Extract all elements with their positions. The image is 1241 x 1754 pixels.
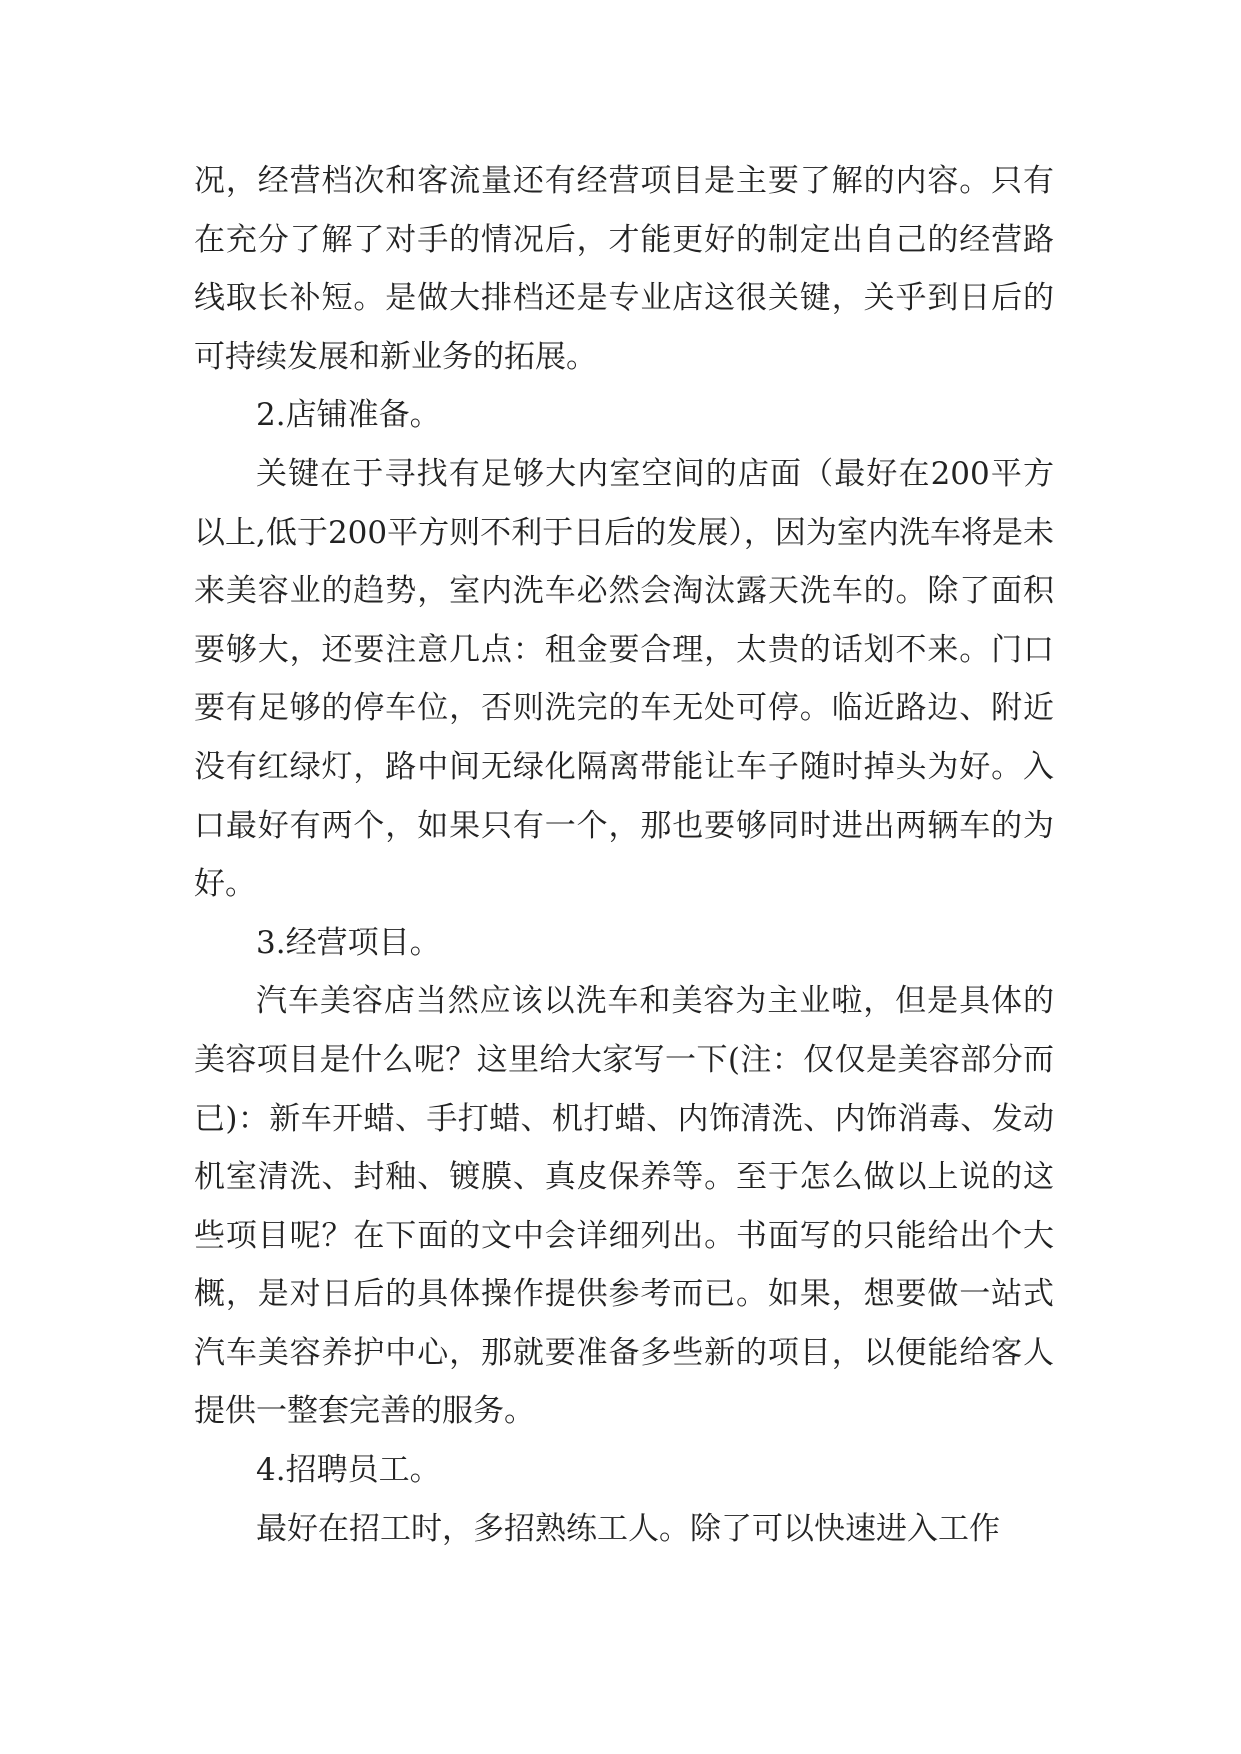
heading-store-preparation: 2.店铺准备。 — [256, 397, 441, 434]
body-text — [194, 152, 1054, 1558]
paragraph-business-items: 汽车美容店当然应该以洗车和美容为主业啦，但是具体的美容项目是什么呢？这里给大家写一下(注：仅仅是美容部分而已)：新车开蜡、手打蜡、机打蜡、内饰清洗、内饰消毒、发动机室清洗、封釉、镀膜、真皮保养等。至于怎么做以上说的这些项目呢？在下面的文中会详细列出。书面写的只能给出个大概，是对日后的具体操作提供参考而已。如果，想要做一站式汽车美容养护中心，那就要准备多些新的项目，以便能给客人提供一整套完善的服务。 — [194, 983, 1054, 1430]
heading-business-items: 3.经营项目。 — [256, 924, 441, 961]
heading-recruit-staff: 4.招聘员工。 — [256, 1452, 441, 1489]
paragraph-continuation: 况，经营档次和客流量还有经营项目是主要了解的内容。只有在充分了解了对手的情况后，才能更好的制定出自己的经营路线取长补短。是做大排档还是专业店这很关键，关乎到日后的可持续发展和新业务的拓展。 — [194, 163, 1054, 375]
paragraph-recruit-staff: 最好在招工时，多招熟练工人。除了可以快速进入工作 — [256, 1510, 1000, 1547]
paragraph-store-preparation: 关键在于寻找有足够大内室空间的店面（最好在200平方以上,低于200平方则不利于日后的发展），因为室内洗车将是未来美容业的趋势，室内洗车必然会淘汰露天洗车的。除了面积要够大，还要注意几点：租金要合理，太贵的话划不来。门口要有足够的停车位，否则洗完的车无处可停。临近路边、附近没有红绿灯，路中间无绿化隔离带能让车子随时掉头为好。入口最好有两个，如果只有一个，那也要够同时进出两辆车的为好。 — [194, 455, 1054, 903]
